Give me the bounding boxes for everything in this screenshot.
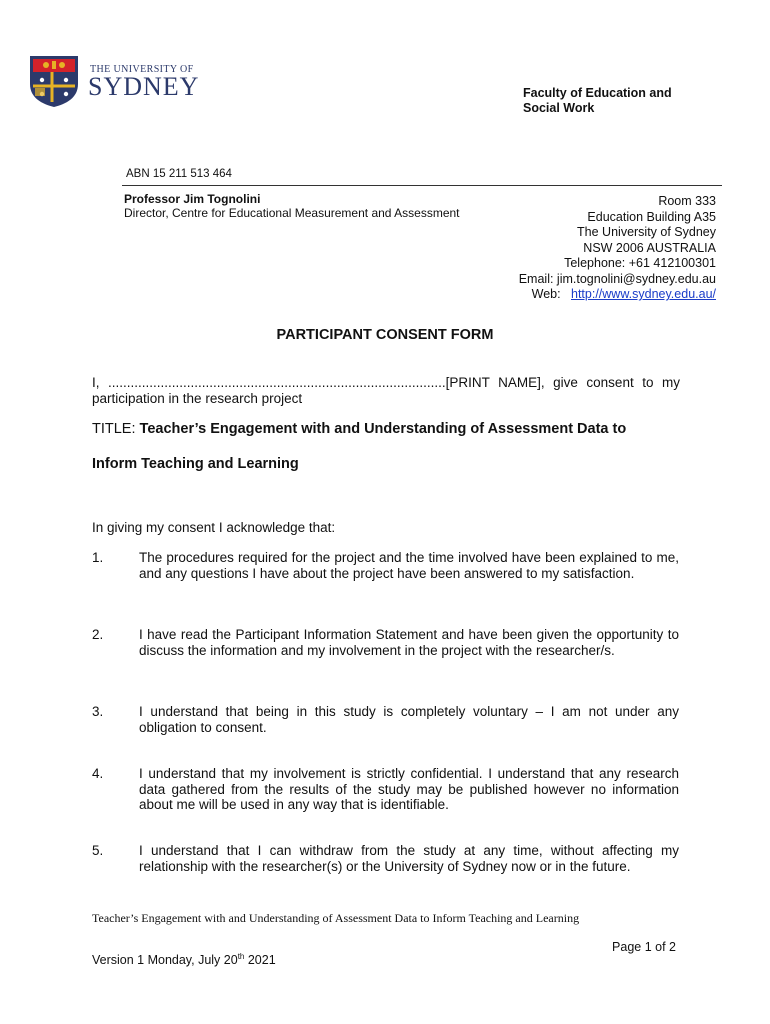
university-crest-icon — [28, 54, 80, 108]
address-state: NSW 2006 AUSTRALIA — [583, 240, 716, 255]
header-divider — [122, 185, 722, 186]
study-title-line-1 — [92, 421, 692, 437]
address-email: Email: jim.tognolini@sydney.edu.au — [518, 271, 716, 286]
footer-document-title: Teacher’s Engagement with and Understanding of Assessment Data to Inform Teaching and Learning — [92, 911, 580, 925]
item-number: 5. — [92, 843, 104, 858]
acknowledgement-intro: In giving my consent I acknowledge that: — [92, 520, 336, 535]
item-text: I understand that my involvement is strictly confidential. I understand that any research data gathered from the results of the study may be published however no information about me will be used in any way that is identifiable. — [139, 766, 679, 812]
item-text: I understand that I can withdraw from the study at any time, without affecting my relationship with the researcher(s) or the University of Sydney now or in the future. — [139, 843, 679, 874]
item-text: I understand that being in this study is completely voluntary – I am not under any obligation to consent. — [139, 704, 679, 735]
item-number: 1. — [92, 550, 104, 565]
address-telephone: Telephone: +61 412100301 — [564, 256, 716, 270]
study-title-text: Teacher’s Engagement with and Understanding of Assessment Data to — [139, 421, 627, 437]
address-block — [519, 194, 716, 303]
form-title: PARTICIPANT CONSENT FORM — [276, 327, 494, 343]
logo-text-small: THE UNIVERSITY OF — [90, 64, 194, 75]
version-ordinal: th — [237, 952, 245, 961]
contact-name: Professor Jim Tognolini — [124, 192, 261, 206]
faculty-name — [523, 86, 723, 116]
address-web — [519, 287, 716, 303]
study-title-prefix: TITLE: — [92, 421, 140, 437]
web-link[interactable]: http://www.sydney.edu.au/ — [571, 287, 716, 301]
page-number: Page 1 of 2 — [612, 940, 676, 954]
address-room: Room 333 — [658, 194, 716, 208]
contact-title: Director, Centre for Educational Measurement and Assessment — [124, 206, 460, 220]
item-number: 3. — [92, 704, 104, 719]
faculty-line-2: Social Work — [523, 101, 595, 115]
abn-number: ABN 15 211 513 464 — [126, 168, 232, 180]
item-number: 2. — [92, 627, 104, 642]
item-text: I have read the Participant Information Statement and have been given the opportunity to discuss the information and my involvement in the project with the researcher/s. — [139, 627, 679, 658]
address-building: Education Building A35 — [587, 209, 716, 224]
web-label: Web: — [531, 287, 561, 301]
version-text: Version 1 Monday, July 20 — [92, 953, 238, 968]
version-line — [92, 952, 276, 967]
version-year: 2021 — [244, 953, 276, 968]
item-text: The procedures required for the project and the time involved have been explained to me, and any questions I have about the project have been answered to my satisfaction. — [139, 550, 679, 581]
item-number: 4. — [92, 766, 104, 781]
faculty-line-1: Faculty of Education and — [523, 86, 672, 100]
address-university: The University of Sydney — [577, 225, 716, 239]
university-logo — [28, 54, 198, 110]
logo-text-big: SYDNEY — [88, 72, 200, 101]
study-title-line-2: Inform Teaching and Learning — [92, 456, 299, 472]
consent-statement: I, ..........................................................................................[PRINT NAME], give consent to my participation in the research project — [92, 375, 680, 406]
